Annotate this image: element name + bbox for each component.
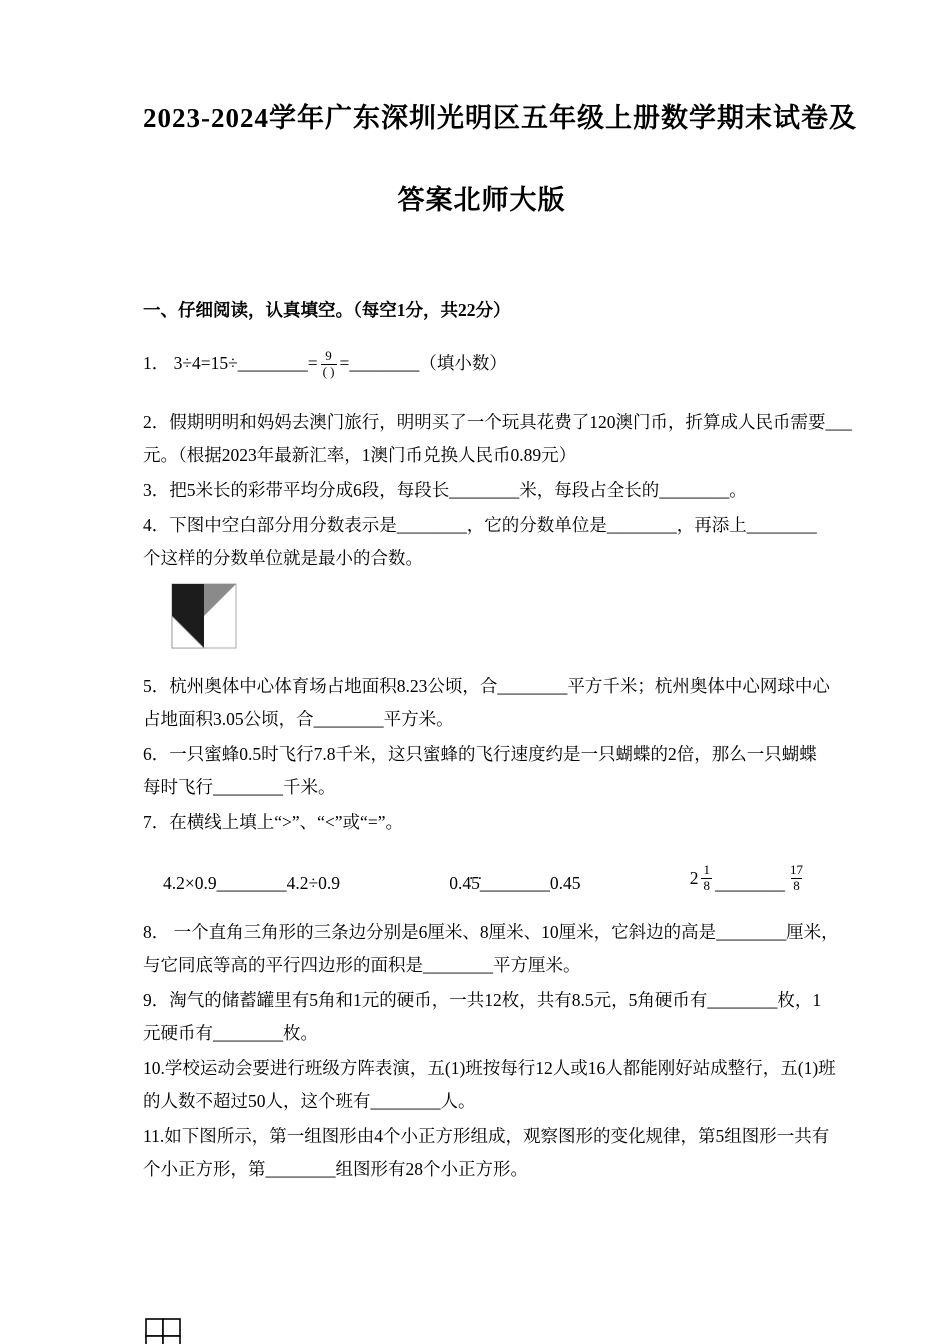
q1-suffix: （填小数） xyxy=(419,353,507,373)
q7-cmp2-blank: ________ xyxy=(479,872,550,893)
q7-cmp2-right: 0.45 xyxy=(549,872,581,893)
page-title-line1: 2023-2024学年广东深圳光明区五年级上册数学期末试卷及 xyxy=(143,103,857,133)
q8-line2: 与它同底等高的平行四边形的面积是________平方厘米。 xyxy=(143,954,581,975)
q1-fraction xyxy=(321,349,337,380)
q2-line2: 元。（根据2023年最新汇率，1澳门币兑换人民币0.89元） xyxy=(143,445,577,465)
page-title-line2: 答案北师大版 xyxy=(397,185,566,215)
q3-line1: 3．把5米长的彩带平均分成6段，每段长________米，每段占全长的________。 xyxy=(143,480,747,500)
q1-fraction-numerator: 9 xyxy=(325,348,332,364)
q7-comparison-row xyxy=(143,863,820,894)
question-5 xyxy=(143,670,830,736)
q7-cmp1-right: 4.2÷0.9 xyxy=(286,872,340,893)
q7-cmp3-mixed-number xyxy=(690,863,715,894)
q1-prefix: 1． 3÷4=15÷ xyxy=(143,353,238,373)
q5-line2: 占地面积3.05公顷，合________平方米。 xyxy=(143,709,454,729)
q7-comparison-1 xyxy=(163,873,340,894)
q11-line1: 11.如下图所示，第一组图形由4个小正方形组成，观察图形的变化规律，第5组图形一共有 xyxy=(143,1125,830,1146)
question-11 xyxy=(143,1120,830,1186)
q7-cmp3-right-den: 8 xyxy=(793,877,800,893)
q7-comparison-2 xyxy=(449,873,580,894)
q8-line1: 8． 一个直角三角形的三条边分别是6厘米、8厘米、10厘米，它斜边的高是________厘米， xyxy=(143,921,839,942)
q4-line1: 4．下图中空白部分用分数表示是________，它的分数单位是________，再添上________ xyxy=(143,515,817,535)
q7-cmp1-left: 4.2×0.9 xyxy=(163,872,217,893)
q7-cmp3-left-den: 8 xyxy=(703,877,710,893)
q4-line2: 个这样的分数单位就是最小的合数。 xyxy=(143,548,423,568)
q1-equals-2: = xyxy=(339,353,350,373)
q7-cmp3-left-num: 1 xyxy=(703,862,710,877)
q6-line2: 每时飞行________千米。 xyxy=(143,777,336,797)
q7-line1: 7．在横线上填上“>”、“<”或“=”。 xyxy=(143,812,403,832)
q7-cmp1-blank: ________ xyxy=(216,872,287,893)
q7-cmp3-blank: ________ xyxy=(714,872,785,893)
q4-figure xyxy=(171,583,820,654)
q9-line1: 9．淘气的储蓄罐里有5角和1元的硬币，一共12枚，共有8.5元，5角硬币有________枚，1 xyxy=(143,989,822,1010)
question-3 xyxy=(143,474,820,507)
question-9 xyxy=(143,984,820,1050)
q7-cmp2-left: 0.4̇5̇ xyxy=(449,872,480,893)
q5-line1: 5．杭州奥体中心体育场占地面积8.23公顷，合________平方千米；杭州奥体中心网球中心 xyxy=(143,676,830,696)
q11-line2: 个小正方形，第________组图形有28个小正方形。 xyxy=(143,1158,528,1179)
q7-cmp3-right-fraction xyxy=(788,863,805,894)
q7-comparison-3 xyxy=(690,863,808,894)
q7-cmp3-whole: 2 xyxy=(689,867,699,888)
q10-line1: 10.学校运动会要进行班级方阵表演，五(1)班按每行12人或16人都能刚好站成整行，五(1)班 xyxy=(143,1057,836,1078)
question-2 xyxy=(143,406,852,472)
q11-figure-cutoff xyxy=(145,1318,215,1344)
q11-squares-figure xyxy=(145,1318,215,1344)
q7-cmp3-left-fraction xyxy=(701,863,712,894)
q10-line2: 的人数不超过50人，这个班有________人。 xyxy=(143,1090,476,1111)
section-1-heading: 一、仔细阅读，认真填空。（每空1分，共22分） xyxy=(143,300,511,320)
q4-square-figure xyxy=(171,583,237,649)
question-10 xyxy=(143,1052,836,1118)
q1-blank-1: ________ xyxy=(237,353,308,373)
q1-equals-1: = xyxy=(307,353,318,373)
q2-line1: 2．假期明明和妈妈去澳门旅行，明明买了一个玩具花费了120澳门币，折算成人民币需要___ xyxy=(143,412,852,432)
q1-blank-2: ________ xyxy=(349,353,420,373)
question-6 xyxy=(143,738,820,804)
question-8 xyxy=(143,916,839,982)
question-1 xyxy=(143,347,820,380)
question-7 xyxy=(143,806,820,894)
q7-cmp3-right-num: 17 xyxy=(789,862,803,877)
q1-fraction-denominator: ( ) xyxy=(322,364,335,380)
question-4 xyxy=(143,509,820,575)
q6-line1: 6．一只蜜蜂0.5时飞行7.8千米，这只蜜蜂的飞行速度约是一只蝴蝶的2倍，那么一只蝴蝶 xyxy=(143,744,817,764)
q9-line2: 元硬币有________枚。 xyxy=(143,1022,318,1043)
